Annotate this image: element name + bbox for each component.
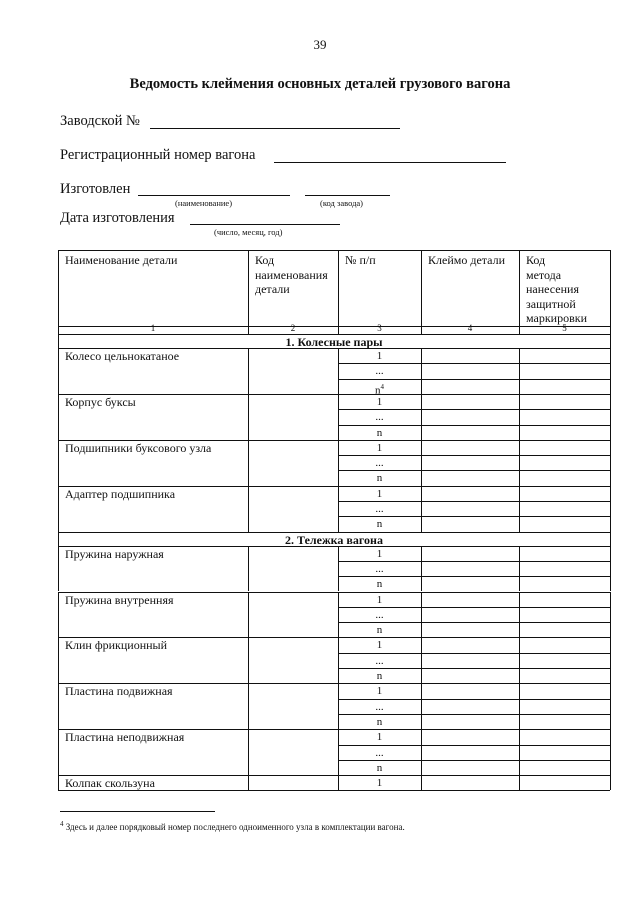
table-rule — [338, 348, 339, 394]
serial-number — [338, 684, 421, 698]
serial-number — [338, 715, 421, 729]
sub-row-rule — [338, 745, 610, 746]
serial-value: ... — [375, 700, 384, 713]
serial-number — [338, 441, 421, 455]
table-rule — [610, 775, 611, 790]
sub-row-rule — [338, 425, 610, 426]
factory-code-hint: (код завода) — [320, 198, 364, 208]
table-header-line: Код — [526, 253, 546, 267]
table-rule — [338, 775, 339, 790]
serial-value: ... — [375, 608, 384, 621]
serial-value: n — [376, 715, 383, 728]
section-title: 2. Тележка вагона — [285, 532, 383, 547]
footnote-divider — [60, 811, 215, 812]
serial-value: n — [376, 670, 383, 682]
serial-value: ... — [375, 457, 384, 470]
serial-number — [338, 593, 421, 607]
table-rule — [58, 440, 59, 486]
serial-number — [338, 456, 421, 470]
manufacturer-name-field — [138, 195, 290, 196]
factory-number-field — [150, 128, 400, 129]
footnote-marker: 4 — [60, 820, 64, 828]
serial-number — [338, 471, 421, 485]
serial-value: n — [376, 426, 383, 439]
table-rule — [519, 775, 520, 790]
serial-number — [338, 730, 421, 744]
table-header-line: Код — [255, 253, 275, 267]
table-rule — [519, 486, 520, 532]
table-rule — [610, 334, 611, 348]
serial-value: 1 — [376, 593, 383, 606]
serial-value: n — [375, 384, 381, 397]
table-rule — [338, 486, 339, 532]
table-rule — [610, 683, 611, 729]
detail-name: Пластина подвижная — [65, 684, 173, 699]
serial-number — [338, 638, 421, 652]
table-rule — [519, 440, 520, 486]
manufacture-date-hint: (число, месяц, год) — [214, 227, 283, 237]
serial-value: n — [376, 578, 383, 591]
table-rule — [338, 592, 339, 638]
table-rule — [248, 592, 249, 638]
factory-number-label: Заводской № — [60, 113, 140, 129]
serial-value: 1 — [376, 441, 383, 454]
table-rule — [610, 348, 611, 394]
section-title: 1. Колесные пары — [285, 335, 383, 349]
footnote — [60, 820, 405, 832]
table-rule — [248, 348, 249, 394]
column-number: 3 — [377, 323, 382, 333]
table-rule — [421, 637, 422, 683]
table-rule — [338, 729, 339, 775]
table-rule — [338, 637, 339, 683]
sub-row-rule — [338, 714, 610, 715]
table-header-5 — [526, 253, 607, 326]
table-rule — [58, 637, 59, 683]
serial-number — [338, 349, 421, 363]
table-rule — [58, 250, 59, 334]
column-number: 5 — [562, 323, 567, 333]
sub-row-rule — [338, 622, 610, 623]
table-header-2 — [255, 253, 335, 297]
table-rule — [421, 729, 422, 775]
serial-number — [338, 502, 421, 516]
sub-row-rule — [338, 516, 610, 517]
table-rule — [58, 348, 59, 394]
table-rule — [58, 775, 59, 790]
sub-row-rule — [338, 760, 610, 761]
sub-row-rule — [338, 576, 610, 577]
table-rule — [421, 486, 422, 532]
footnote-ref: 4 — [380, 382, 384, 391]
serial-value: 1 — [376, 731, 383, 744]
document-title: Ведомость клеймения основных деталей грузового вагона — [129, 76, 511, 92]
serial-number — [338, 776, 421, 790]
manufacturer-name-hint: (наименование) — [175, 198, 233, 208]
serial-number — [338, 410, 421, 424]
serial-value: n — [376, 518, 383, 531]
table-rule — [421, 250, 422, 334]
table-header-1 — [65, 253, 245, 268]
table-rule — [610, 532, 611, 546]
table-header-line: нанесения — [526, 282, 579, 296]
table-rule — [610, 394, 611, 440]
table-rule — [610, 729, 611, 775]
table-rule — [421, 592, 422, 638]
sub-row-rule — [338, 561, 610, 562]
sub-row-rule — [338, 409, 610, 410]
serial-number — [338, 669, 421, 683]
serial-number — [338, 562, 421, 576]
detail-name: Пластина неподвижная — [65, 730, 185, 745]
detail-name: Пружина наружная — [65, 546, 164, 561]
table-rule — [338, 250, 339, 334]
serial-value: 1 — [376, 395, 383, 408]
serial-number — [338, 654, 421, 668]
serial-number — [338, 608, 421, 622]
serial-number — [338, 547, 421, 561]
column-number: 2 — [290, 323, 296, 333]
manufacture-date-field — [190, 224, 340, 225]
table-rule — [58, 532, 59, 546]
factory-code-field — [305, 195, 390, 196]
registration-number-label: Регистрационный номер вагона — [60, 147, 256, 163]
table-rule — [519, 592, 520, 638]
table-rule — [519, 683, 520, 729]
serial-number — [338, 700, 421, 714]
table-rule — [421, 348, 422, 394]
table-rule — [58, 729, 59, 775]
serial-value: 1 — [376, 685, 383, 698]
sub-row-rule — [338, 470, 610, 471]
table-rule — [248, 683, 249, 729]
table-rule — [58, 592, 59, 638]
table-rule — [248, 486, 249, 532]
serial-number — [338, 517, 421, 531]
table-header-line: № п/п — [345, 253, 376, 267]
serial-value: ... — [375, 562, 384, 575]
table-rule — [519, 729, 520, 775]
serial-value: n — [376, 624, 383, 637]
sub-row-rule — [338, 699, 610, 700]
sub-row-rule — [338, 653, 610, 654]
marking-table — [58, 250, 610, 790]
table-header-3 — [345, 253, 418, 268]
serial-value: ... — [375, 746, 384, 759]
sub-row-rule — [338, 363, 610, 364]
table-rule — [519, 637, 520, 683]
table-rule — [248, 394, 249, 440]
table-rule — [58, 394, 59, 440]
table-rule — [519, 250, 520, 334]
table-rule — [421, 394, 422, 440]
serial-number — [338, 364, 421, 378]
table-rule — [248, 729, 249, 775]
serial-value: ... — [375, 365, 384, 378]
detail-name: Клин фрикционный — [65, 638, 168, 653]
sub-row-rule — [338, 379, 610, 380]
serial-number — [338, 487, 421, 501]
serial-number — [338, 395, 421, 409]
serial-value: 1 — [376, 547, 383, 560]
table-header-line: детали — [255, 282, 290, 296]
table-rule — [610, 250, 611, 334]
item-rule — [58, 394, 610, 395]
serial-number — [338, 746, 421, 760]
registration-number-field — [274, 162, 506, 163]
serial-number — [338, 577, 421, 591]
detail-name: Корпус буксы — [65, 394, 136, 409]
table-header-line: наименования — [255, 267, 328, 282]
serial-value: 1 — [376, 777, 383, 790]
table-rule — [58, 486, 59, 532]
table-header-line: Наименование детали — [65, 253, 178, 267]
manufacture-date-label: Дата изготовления — [60, 210, 175, 226]
table-rule — [338, 394, 339, 440]
column-number: 4 — [467, 323, 473, 333]
serial-value: 1 — [376, 487, 383, 500]
table-rule — [248, 637, 249, 683]
table-rule — [338, 440, 339, 486]
table-rule — [610, 440, 611, 486]
serial-value: 1 — [376, 639, 383, 652]
table-rule — [610, 592, 611, 638]
sub-row-rule — [338, 501, 610, 502]
table-top-border — [58, 250, 610, 251]
detail-name: Адаптер подшипника — [65, 486, 176, 501]
serial-number — [338, 426, 421, 440]
table-rule — [421, 775, 422, 790]
column-number: 1 — [150, 323, 156, 333]
detail-name: Колесо цельнокатаное — [65, 349, 180, 363]
table-rule — [421, 546, 422, 592]
table-rule — [58, 683, 59, 729]
table-header-line: защитной — [526, 296, 576, 311]
page-number: 39 — [313, 37, 327, 52]
table-header-line: Клеймо детали — [428, 253, 505, 267]
detail-name: Подшипники буксового узла — [65, 440, 212, 455]
table-rule — [338, 546, 339, 592]
table-rule — [519, 546, 520, 592]
serial-value: 1 — [376, 350, 383, 362]
table-header-line: маркировки — [526, 311, 588, 325]
table-rule — [519, 348, 520, 394]
detail-name: Пружина внутренняя — [65, 592, 174, 607]
serial-number — [338, 623, 421, 637]
item-rule — [58, 790, 610, 791]
sub-row-rule — [338, 668, 610, 669]
table-rule — [610, 546, 611, 592]
table-rule — [58, 334, 59, 348]
serial-value: ... — [375, 503, 384, 515]
table-rule — [421, 683, 422, 729]
table-header-line: метода — [526, 267, 562, 282]
table-rule — [421, 440, 422, 486]
serial-value: n — [376, 472, 383, 485]
serial-number — [338, 761, 421, 775]
detail-name: Колпак скользуна — [65, 776, 155, 791]
table-rule — [338, 683, 339, 729]
footnote-text: Здесь и далее порядковый номер последнего одноименного узла в комплектации вагона. — [65, 822, 405, 832]
manufactured-label: Изготовлен — [60, 181, 131, 197]
table-rule — [610, 486, 611, 532]
serial-value: ... — [375, 654, 384, 667]
table-rule — [248, 546, 249, 592]
table-rule — [248, 775, 249, 790]
serial-value: n — [376, 761, 383, 774]
table-rule — [248, 250, 249, 334]
table-rule — [58, 546, 59, 592]
table-rule — [519, 394, 520, 440]
sub-row-rule — [338, 607, 610, 608]
sub-row-rule — [338, 455, 610, 456]
serial-value: ... — [375, 411, 384, 424]
table-header-4 — [428, 253, 516, 268]
table-rule — [248, 440, 249, 486]
table-rule — [610, 637, 611, 683]
